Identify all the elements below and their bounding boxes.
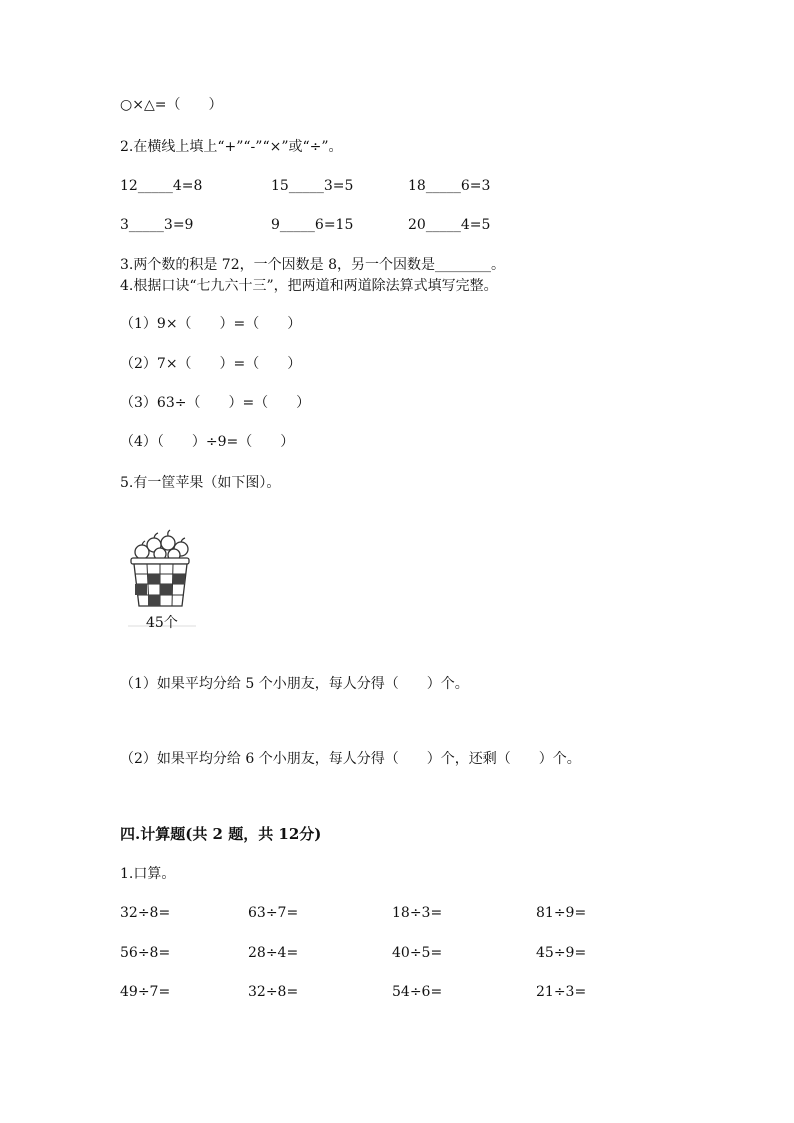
q5-title: 5.有一筐苹果（如下图）。 bbox=[120, 475, 281, 491]
q5-sub1: （1）如果平均分给 5 个小朋友，每人分得（ ）个。 bbox=[120, 676, 469, 692]
calc-item: 81÷9= bbox=[536, 905, 587, 921]
section4-heading: 四.计算题(共 2 题，共 12分) bbox=[120, 825, 322, 843]
q2-item: 18_____6=3 bbox=[408, 178, 491, 194]
calc-item: 54÷6= bbox=[392, 984, 443, 1000]
calc-item: 49÷7= bbox=[120, 984, 171, 1000]
calc-item: 21÷3= bbox=[536, 984, 587, 1000]
q4-item: （4）（ ）÷9=（ ） bbox=[120, 434, 295, 450]
q5-sub2: （2）如果平均分给 6 个小朋友，每人分得（ ）个，还剩（ ）个。 bbox=[120, 751, 581, 767]
calc-item: 40÷5= bbox=[392, 945, 443, 961]
calc-item: 63÷7= bbox=[248, 905, 299, 921]
calc-item: 28÷4= bbox=[248, 945, 299, 961]
calc-item: 32÷8= bbox=[120, 905, 171, 921]
section4-q1-title: 1.口算。 bbox=[120, 866, 176, 882]
q4-item: （2）7×（ ）=（ ） bbox=[120, 356, 302, 372]
q2-item: 15_____3=5 bbox=[271, 178, 354, 194]
q3-text: 3.两个数的积是 72，一个因数是 8，另一个因数是________。 bbox=[120, 257, 505, 273]
basket-label: 45个 bbox=[146, 615, 178, 631]
q2-title: 2.在横线上填上“+”“-”“×”或“÷”。 bbox=[120, 139, 343, 155]
q2-item: 12_____4=8 bbox=[120, 178, 203, 194]
calc-item: 18÷3= bbox=[392, 905, 443, 921]
q4-title: 4.根据口诀“七九六十三”，把两道和两道除法算式填写完整。 bbox=[120, 278, 498, 294]
q2-item: 3_____3=9 bbox=[120, 217, 194, 233]
calc-item: 56÷8= bbox=[120, 945, 171, 961]
q2-item: 9_____6=15 bbox=[271, 217, 354, 233]
calc-item: 32÷8= bbox=[248, 984, 299, 1000]
q2-item: 20_____4=5 bbox=[408, 217, 491, 233]
q4-item: （3）63÷（ ）=（ ） bbox=[120, 395, 311, 411]
calc-item: 45÷9= bbox=[536, 945, 587, 961]
q4-item: （1）9×（ ）=（ ） bbox=[120, 316, 302, 332]
top-formula: ○×△=（ ） bbox=[120, 97, 223, 113]
